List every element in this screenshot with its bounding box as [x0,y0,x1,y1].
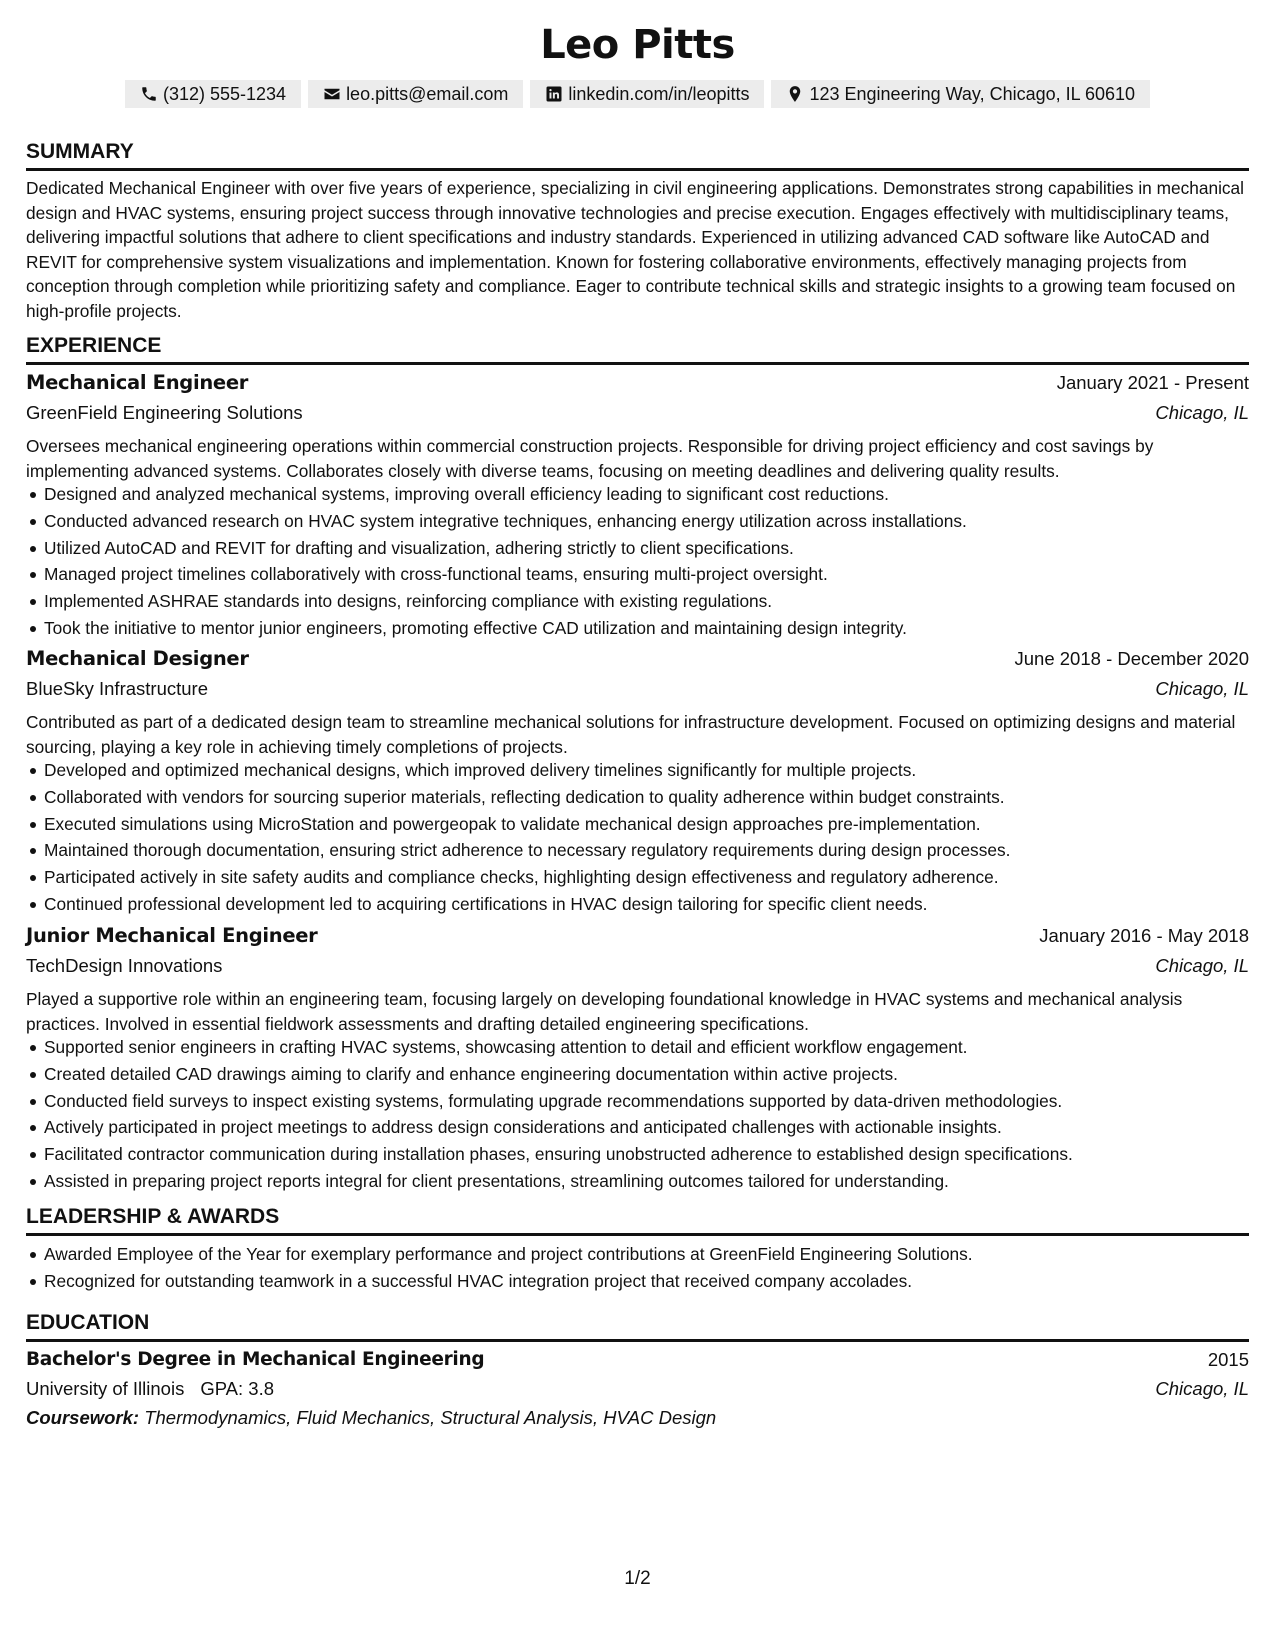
education-degree: Bachelor's Degree in Mechanical Engineering [26,1349,485,1370]
list-item: Created detailed CAD drawings aiming to clarify and enhance engineering documentation within active projects. [44,1061,1267,1088]
job-location: Chicago, IL [1155,678,1249,699]
job-bullet-list [26,1034,1267,1195]
awards-bullet-list [26,1241,1267,1295]
address-text: 123 Engineering Way, Chicago, IL 60610 [809,84,1136,104]
list-item: Conducted advanced research on HVAC system integrative techniques, enhancing energy utilization across installations. [44,508,1267,535]
contact-email[interactable] [308,80,523,108]
list-item: Took the initiative to mentor junior engineers, promoting effective CAD utilization and maintaining design integrity. [44,615,1267,642]
education-heading: EDUCATION [26,1311,150,1334]
education-school-line [26,1378,290,1400]
education-coursework [26,1407,716,1429]
coursework-list: Thermodynamics, Fluid Mechanics, Structural Analysis, HVAC Design [144,1407,717,1428]
list-item: Developed and optimized mechanical designs, which improved delivery timelines significantly for multiple projects. [44,757,1267,784]
experience-heading: EXPERIENCE [26,334,162,357]
coursework-label: Coursework: [26,1407,140,1428]
job-company: BlueSky Infrastructure [26,678,208,699]
job-description: Contributed as part of a dedicated design team to streamline mechanical solutions for infrastructure development. Focused on optimizing designs and material sourcing, playing a key role in achieving timely completions of projects. [26,712,1236,757]
summary-text: Dedicated Mechanical Engineer with over five years of experience, specializing in civil engineering applications. Demonstrates strong capabilities in mechanical design and HVAC systems, ensuring project success through innovative technologies and precise execution. Engages effectively with multidisciplinary teams, delivering impactful solutions that adhere to client specifications and industry standards. Experienced in utilizing advanced CAD software like AutoCAD and REVIT for comprehensive system visualizations and implementation. Known for fostering collaborative environments, effectively managing projects from conception through completion while prioritizing safety and compliance. Eager to contribute technical skills and strategic insights to a growing team focused on high-profile projects. [26,178,1245,321]
list-item: Awarded Employee of the Year for exemplary performance and project contributions at GreenField Engineering Solutions. [44,1241,1267,1268]
list-item: Assisted in preparing project reports integral for client presentations, streamlining outcomes tailored for understanding. [44,1168,1267,1195]
list-item: Collaborated with vendors for sourcing superior materials, reflecting dedication to quality adherence within budget constraints. [44,784,1267,811]
list-item: Conducted field surveys to inspect existing systems, formulating upgrade recommendations supported by data-driven methodologies. [44,1088,1267,1115]
phone-text: (312) 555-1234 [162,84,287,104]
job-title: Junior Mechanical Engineer [26,924,318,947]
page-number: 1/2 [624,1568,651,1589]
candidate-name: Leo Pitts [540,22,735,68]
job-title: Mechanical Designer [26,647,249,670]
job-location: Chicago, IL [1155,955,1249,976]
list-item: Continued professional development led to acquiring certifications in HVAC design tailoring for specific client needs. [44,891,1267,918]
job-dates: January 2021 - Present [1056,372,1249,393]
job-bullet-list [26,757,1267,918]
summary-heading: SUMMARY [26,140,134,163]
job-dates: June 2018 - December 2020 [1014,648,1249,669]
contact-bar [26,80,1249,108]
list-item: Designed and analyzed mechanical systems, improving overall efficiency leading to significant cost reductions. [44,481,1267,508]
contact-phone [125,80,301,108]
education-school: University of Illinois [26,1378,185,1399]
education-year: 2015 [1207,1349,1249,1370]
job-description: Oversees mechanical engineering operations within commercial construction projects. Responsible for driving project efficiency and cost savings by implementing advanced systems. Collaborates closely with diverse teams, focusing on meeting deadlines and delivering quality results. [26,436,1154,481]
envelope-icon [323,85,341,103]
linkedin-text: linkedin.com/in/leopitts [568,84,750,104]
list-item: Implemented ASHRAE standards into designs, reinforcing compliance with existing regulations. [44,588,1267,615]
education-location: Chicago, IL [1155,1378,1249,1399]
job-company: TechDesign Innovations [26,955,223,976]
section-divider [26,1233,1249,1236]
section-divider [26,362,1249,365]
list-item: Managed project timelines collaboratively with cross-functional teams, ensuring multi-project oversight. [44,561,1267,588]
email-text: leo.pitts@email.com [346,84,509,104]
list-item: Executed simulations using MicroStation and powergeopak to validate mechanical design approaches pre-implementation. [44,811,1267,838]
map-pin-icon [786,85,804,103]
job-company: GreenField Engineering Solutions [26,402,303,423]
contact-address [771,80,1150,108]
list-item: Actively participated in project meetings to address design considerations and anticipated challenges with actionable insights. [44,1114,1267,1141]
phone-icon [140,85,158,103]
list-item: Recognized for outstanding teamwork in a successful HVAC integration project that received company accolades. [44,1268,1267,1295]
contact-linkedin[interactable] [530,80,764,108]
job-description: Played a supportive role within an engineering team, focusing largely on developing foundational knowledge in HVAC systems and mechanical analysis practices. Involved in essential fieldwork assessments and drafting detailed engineering specifications. [26,989,1183,1034]
section-divider [26,168,1249,171]
list-item: Supported senior engineers in crafting HVAC systems, showcasing attention to detail and efficient workflow engagement. [44,1034,1267,1061]
leadership-heading: LEADERSHIP & AWARDS [26,1205,280,1228]
list-item: Participated actively in site safety audits and compliance checks, highlighting design effectiveness and regulatory adherence. [44,864,1267,891]
job-bullet-list [26,481,1267,642]
job-location: Chicago, IL [1155,402,1249,423]
list-item: Facilitated contractor communication during installation phases, ensuring unobstructed adherence to established design specifications. [44,1141,1267,1168]
linkedin-icon [545,85,563,103]
section-divider [26,1339,1249,1342]
list-item: Utilized AutoCAD and REVIT for drafting and visualization, adhering strictly to client specifications. [44,535,1267,562]
job-title: Mechanical Engineer [26,371,249,394]
job-dates: January 2016 - May 2018 [1039,925,1249,946]
education-gpa: GPA: 3.8 [200,1378,275,1399]
list-item: Maintained thorough documentation, ensuring strict adherence to necessary regulatory requirements during design processes. [44,837,1267,864]
